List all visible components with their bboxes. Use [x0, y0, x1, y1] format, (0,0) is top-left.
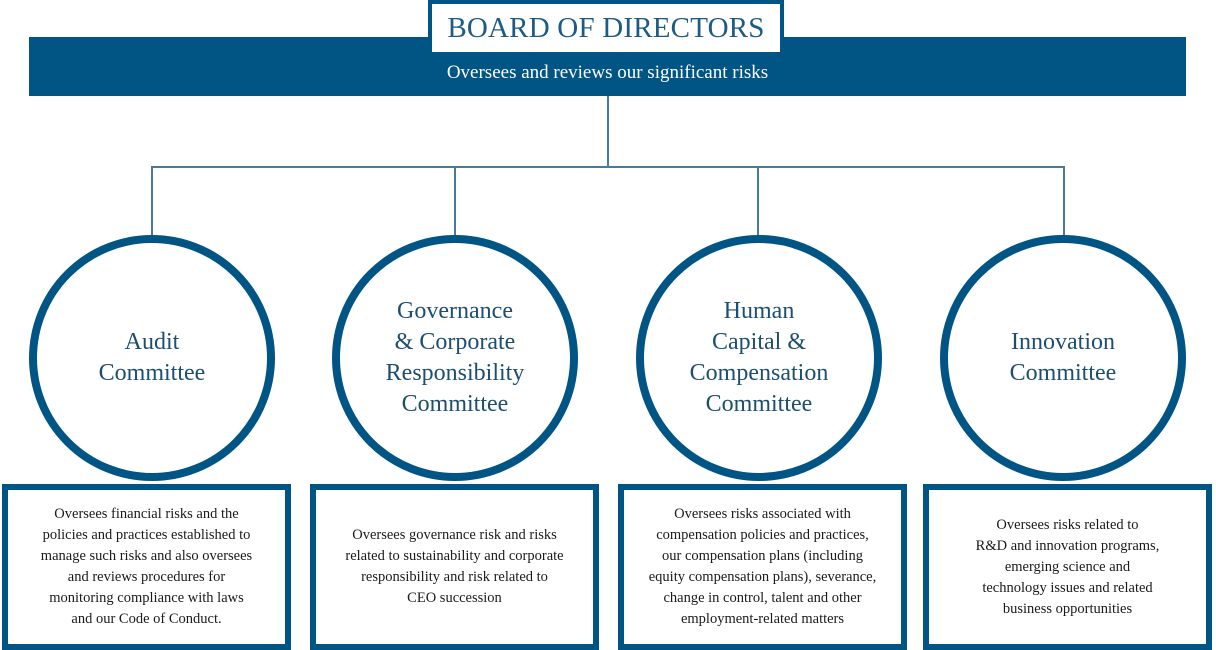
committee-circle-human-capital [636, 235, 882, 481]
description-text: Oversees financial risks and the policies and practices established to manage such risks and also oversees and reviews procedures for monitoring compliance with laws and our Code of Conduct. [40, 506, 253, 627]
committee-name: Innovation Committee [1009, 329, 1117, 386]
committee-name: Audit Committee [98, 329, 206, 386]
connector-trunk [607, 96, 609, 167]
committee-circle-innovation [940, 235, 1186, 481]
description-text: Oversees risks related to R&D and innovation programs, emerging science and technology issues and related business opportunities [975, 516, 1160, 617]
committee-circle-governance [332, 235, 578, 481]
committee-description-innovation [923, 484, 1212, 650]
board-subtitle: Oversees and reviews our significant risks [446, 62, 769, 83]
committee-name: Governance & Corporate Responsibility Committee [385, 298, 525, 417]
committee-circle-audit [29, 235, 275, 481]
description-text: Oversees governance risk and risks related to sustainability and corporate responsibility and risk related to CEO succession [345, 527, 564, 606]
connector-human-capital [757, 166, 759, 238]
committee-name: Human Capital & Compensation Committee [689, 298, 829, 417]
committee-description-human-capital [618, 484, 907, 650]
connector-horizontal [151, 166, 1065, 168]
connector-audit [151, 166, 153, 238]
committee-description-audit [2, 484, 291, 650]
committee-description-governance [310, 484, 599, 650]
description-text: Oversees risks associated with compensation policies and practices, our compensation plans (including equity compensation plans), severance, change in control, talent and other employment-related matters [648, 506, 877, 627]
connector-governance [454, 166, 456, 238]
board-title: BOARD OF DIRECTORS [432, 4, 780, 52]
board-title-box [428, 0, 784, 56]
connector-innovation [1063, 166, 1065, 238]
